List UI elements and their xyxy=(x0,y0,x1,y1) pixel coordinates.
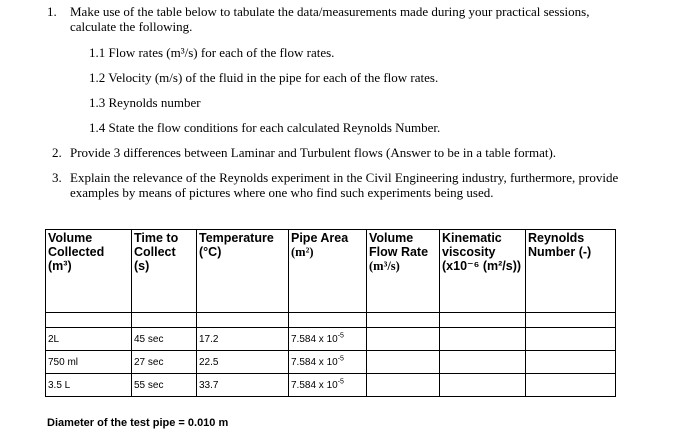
q3-number: 3. xyxy=(52,170,62,185)
cell-flow-rate xyxy=(367,328,440,351)
q2-text: Provide 3 differences between Laminar and Turbulent flows (Answer to be in a table format). xyxy=(70,145,557,160)
spacer-cell xyxy=(132,313,197,328)
measurements-table xyxy=(45,229,616,397)
header-volume-collected: Volume Collected (m³) xyxy=(46,230,132,313)
q1-text-line2: calculate the following. xyxy=(70,19,193,34)
cell-reynolds-number xyxy=(526,351,616,374)
spacer-cell xyxy=(46,313,132,328)
table-spacer-row xyxy=(46,313,616,328)
q3-text-line2: examples by means of pictures where one who find such experiments being used. xyxy=(70,185,494,200)
cell-pipe-area: 7.584 x $10^{-5}$ xyxy=(289,374,367,397)
header-kinematic-viscosity: Kinematic viscosity (x10⁻⁶ (m²/s)) xyxy=(440,230,526,313)
q1-sub-1: 1.1 Flow rates (m³/s) for each of the flow rates. xyxy=(89,45,335,60)
cell-volume: 3.5 L xyxy=(46,374,132,397)
header-time-to-collect: Time to Collect (s) xyxy=(132,230,197,313)
spacer-cell xyxy=(197,313,289,328)
cell-time: 27 sec xyxy=(132,351,197,374)
spacer-cell xyxy=(526,313,616,328)
cell-pipe-area: 7.584 x $10^{-5}$ xyxy=(289,351,367,374)
pipe-diameter-note: Diameter of the test pipe = 0.010 m xyxy=(47,417,229,429)
table-header-row xyxy=(46,230,616,313)
cell-temperature: 17.2 xyxy=(197,328,289,351)
cell-volume: 750 ml xyxy=(46,351,132,374)
cell-temperature: 22.5 xyxy=(197,351,289,374)
cell-kinematic-viscosity xyxy=(440,374,526,397)
q1-sub-2: 1.2 Velocity (m/s) of the fluid in the pipe for each of the flow rates. xyxy=(89,70,439,85)
header-reynolds-number: Reynolds Number (-) xyxy=(526,230,616,313)
q1-text-line1: Make use of the table below to tabulate the data/measurements made during your practical sessions, xyxy=(70,4,590,19)
q3-text-line1: Explain the relevance of the Reynolds experiment in the Civil Engineering industry, furthermore, provide xyxy=(70,170,619,185)
header-volume-flow-rate: Volume Flow Rate (m³/s) xyxy=(367,230,440,313)
q2-number: 2. xyxy=(52,145,62,160)
table-row xyxy=(46,351,616,374)
spacer-cell xyxy=(289,313,367,328)
cell-flow-rate xyxy=(367,374,440,397)
q1-sub-4: 1.4 State the flow conditions for each calculated Reynolds Number. xyxy=(89,120,441,135)
cell-time: 55 sec xyxy=(132,374,197,397)
cell-reynolds-number xyxy=(526,328,616,351)
spacer-cell xyxy=(440,313,526,328)
cell-kinematic-viscosity xyxy=(440,328,526,351)
cell-flow-rate xyxy=(367,351,440,374)
q1-number: 1. xyxy=(47,4,57,19)
cell-volume: 2L xyxy=(46,328,132,351)
cell-kinematic-viscosity xyxy=(440,351,526,374)
header-temperature: Temperature (°C) xyxy=(197,230,289,313)
table-row xyxy=(46,328,616,351)
cell-pipe-area: 7.584 x $10^{-5}$ xyxy=(289,328,367,351)
cell-temperature: 33.7 xyxy=(197,374,289,397)
spacer-cell xyxy=(367,313,440,328)
table-row xyxy=(46,374,616,397)
cell-reynolds-number xyxy=(526,374,616,397)
header-pipe-area: Pipe Area (m²) xyxy=(289,230,367,313)
q1-sub-3: 1.3 Reynolds number xyxy=(89,95,201,110)
cell-time: 45 sec xyxy=(132,328,197,351)
